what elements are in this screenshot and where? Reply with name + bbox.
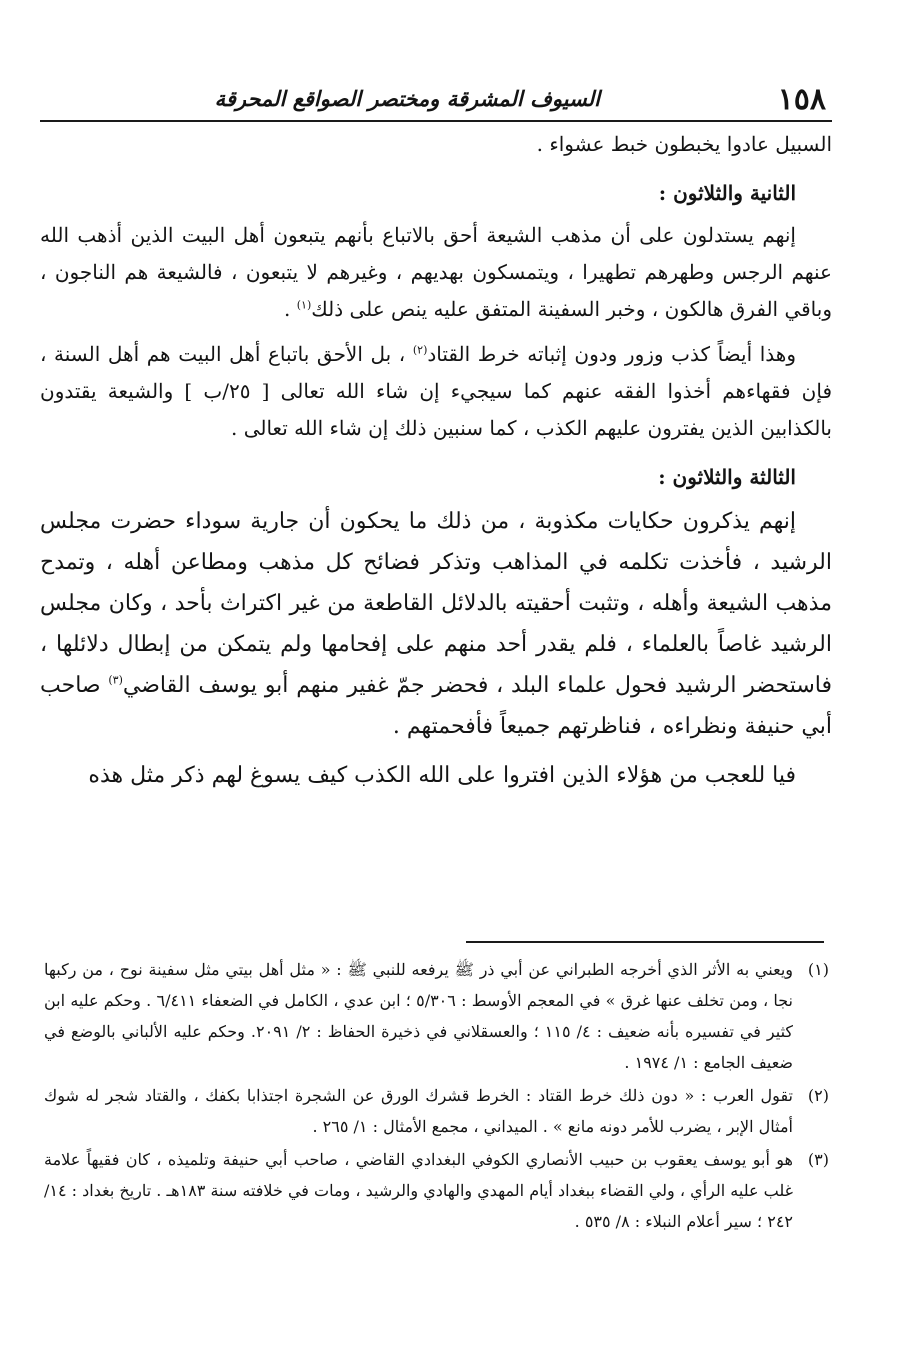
footnote-ref-1[interactable]: (١) [296, 298, 312, 312]
paragraph-32-response [40, 336, 832, 447]
paragraph-end: . [284, 297, 297, 321]
footnote-number: (٣) [807, 1150, 829, 1169]
running-title: السيوف المشرقة ومختصر الصواقع المحرقة [214, 86, 600, 111]
paragraph-33-comment: فيا للعجب من هؤلاء الذين افتروا على الله الكذب كيف يسوغ لهم ذكر مثل هذه [88, 763, 796, 788]
paragraph-continuation: السبيل عادوا يخبطون خبط عشواء . [536, 132, 832, 156]
paragraph-text: إنهم يذكرون حكايات مكذوبة ، من ذلك ما يحكون أن جارية سوداء حضرت مجلس الرشيد ، فأخذت تكلمه في المذاهب وتذكر فضائح كل مذهب ومطاعن أهله ، وتمدح مذهب الشيعة وأهله ، وتثبت أحقيته بالدلائل القاطعة من غير اكتراث بأحد ، وكان مجلس الرشيد غاصاً بالعلماء ، فلم يقدر أحد منهم على إفحامها ولم يتمكن من إبطال دلائلها ، فاستحضر الرشيد فحول علماء البلد ، فحضر جمّ غفير منهم أبو يوسف القاضي [40, 509, 832, 698]
footnote-text: هو أبو يوسف يعقوب بن حبيب الأنصاري الكوفي البغدادي القاضي ، صاحب أبي حنيفة وتلميذه ، كان فقيهاً علامة غلب عليه الرأي ، ولي القضاء ببغداد أيام المهدي والهادي والرشيد ، ومات في خلافته سنة ١٨٣هـ . تاريخ بغداد : ١٤/ ٢٤٢ ؛ سير أعلام النبلاء : ٨/ ٥٣٥ . [44, 1150, 794, 1231]
footnote-text: ويعني به الأثر الذي أخرجه الطبراني عن أبي ذر ﷺ يرفعه للنبي ﷺ : « مثل أهل بيتي مثل سفينة نوح ، من ركبها نجا ، ومن تخلف عنها غرق » في المعجم الأوسط : ٥/٣٠٦ ؛ ابن عدي ، الكامل في الضعفاء ٦/٤١١ . وحكم عليه ابن كثير في تفسيره بأنه ضعيف : ٤/ ١١٥ ؛ والعسقلاني في ذخيرة الحفاظ : ٢/ ٢٠٩١. وحكم عليه الألباني بالوضع في ضعيف الجامع : ١/ ١٩٧٤ . [44, 960, 794, 1072]
footnote-number: (١) [807, 960, 829, 979]
footnote-ref-2[interactable]: (٢) [412, 343, 428, 357]
footnote-2 [44, 1080, 829, 1142]
footnote-text: تقول العرب : « دون ذلك خرط القتاد : الخرط قشرك الورق عن الشجرة اجتذابا بكفك ، والقتاد شجر له شوك أمثال الإبر ، يضرب للأمر دونه مانع » . الميداني ، مجمع الأمثال : ١/ ٢٦٥ . [44, 1086, 793, 1136]
paragraph-text: ، بل الأحق باتباع أهل البيت هم أهل السنة ، فإن فقهاءهم أخذوا الفقه عنهم كما سيجيء إن شاء الله تعالى [ ٢٥/ب ] والشيعة يقتدون بالكذابين الذين يفترون عليهم الكذب ، كما سنبين ذلك إن شاء الله تعالى . [40, 342, 832, 440]
paragraph-text: صاحب أبي حنيفة ونظراءه ، فناظرتهم جميعاً فأفحمتهم . [40, 673, 832, 739]
paragraph-text: وهذا أيضاً كذب وزور ودون إثباته خرط القتاد [427, 342, 796, 366]
paragraph-32-claim [40, 217, 832, 328]
section-heading-32: الثانية والثلاثون : [658, 181, 796, 205]
footnote-3 [44, 1144, 829, 1237]
footnote-ref-3[interactable]: (٣) [108, 673, 123, 687]
footnote-number: (٢) [807, 1086, 829, 1105]
paragraph-text: إنهم يستدلون على أن مذهب الشيعة أحق بالاتباع بأنهم يتبعون أهل البيت الذين أذهب الله عنهم الرجس وطهرهم تطهيرا ، ويتمسكون بهديهم ، وغيرهم لا يتبعون ، فالشيعة هم الناجون ، وباقي الفرق هالكون ، وخبر السفينة المتفق عليه ينص على ذلك [40, 223, 832, 321]
section-heading-33: الثالثة والثلاثون : [658, 465, 796, 489]
page-number: ١٥٨ [777, 82, 826, 117]
main-text [40, 126, 832, 796]
paragraph-33-story [40, 501, 832, 747]
footnotes-section [44, 954, 829, 1239]
running-header [40, 78, 832, 122]
footnote-1 [44, 954, 829, 1078]
footnote-separator [466, 941, 824, 943]
